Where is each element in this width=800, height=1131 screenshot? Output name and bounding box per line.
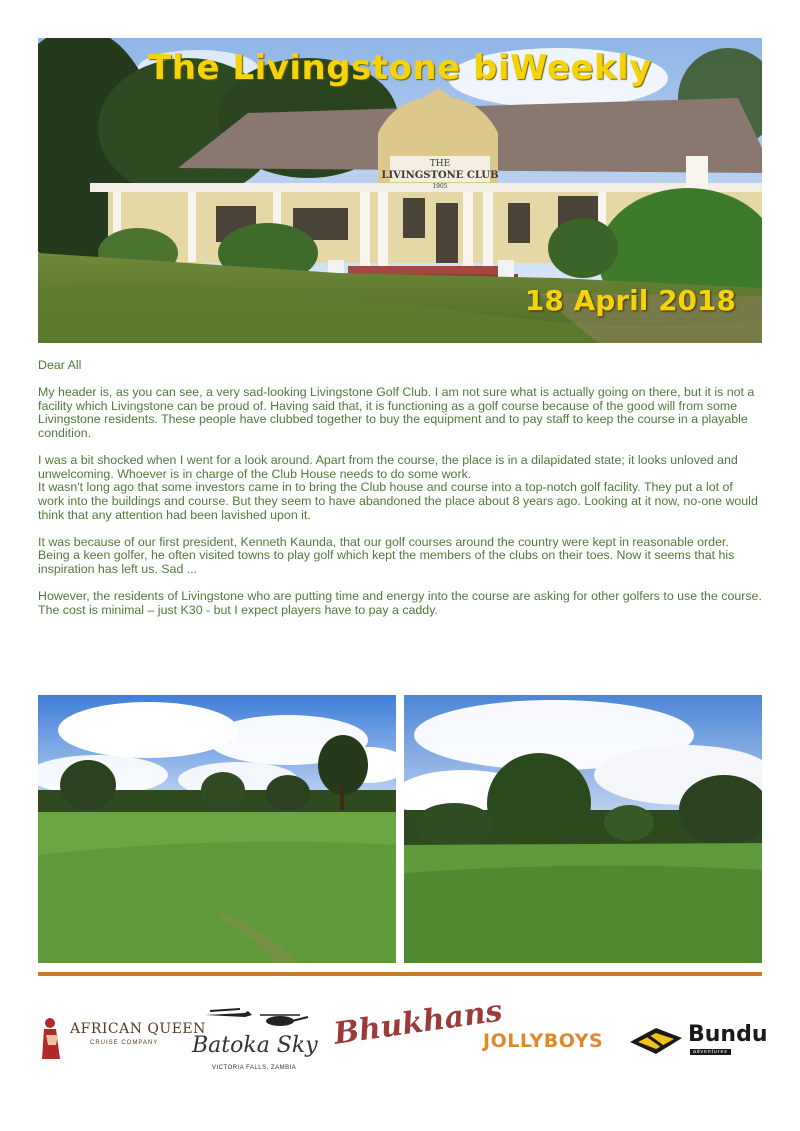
batoka-sky-name: Batoka Sky	[192, 1033, 318, 1058]
header-photo	[38, 38, 762, 343]
african-queen-name: AFRICAN QUEEN	[70, 1021, 206, 1037]
issue-date: 18 April 2018	[524, 284, 736, 317]
club-sign-year: 1905	[432, 183, 448, 190]
masthead-title: The Livingstone biWeekly	[148, 48, 652, 88]
bundu-name: Bundu	[688, 1022, 768, 1047]
bundu-raft-icon	[628, 1024, 684, 1058]
golf-course-photo-right	[404, 695, 762, 963]
paragraph: My header is, as you can see, a very sad-looking Livingstone Golf Club. I am not sure what is actually going on there, but it is not a facility which Livingstone can be proud of. Having said that, it is functioning as a golf course because of the good will from some Livingstone residents. These people have clubbed together to buy the equipment and to pay staff to keep the course in a playable condition.	[38, 385, 755, 440]
african-queen-tagline: CRUISE COMPANY	[90, 1040, 159, 1046]
club-sign-line1: THE	[429, 159, 451, 169]
bhukhans-name: Bhukhans	[331, 993, 505, 1052]
batoka-sky-tagline: VICTORIA FALLS, ZAMBIA	[212, 1065, 297, 1071]
paragraph: It wasn't long ago that some investors came in to bring the Club house and course into a top-notch golf facility. They put a lot of work into the buildings and course. But they seem to have abandoned the place about 8 years ago. Looking at it now, no-one would think that any attention had been lavished upon it.	[38, 480, 758, 522]
sponsor-logos	[38, 993, 768, 1085]
bundu-tagline: adventures	[690, 1049, 731, 1055]
jollyboys-logo[interactable]	[483, 1030, 618, 1060]
divider-rule	[38, 972, 762, 976]
african-queen-logo[interactable]	[38, 1015, 206, 1065]
salutation: Dear All	[38, 358, 82, 372]
jollyboys-name: JOLLYBOYS	[483, 1030, 604, 1052]
paragraph: However, the residents of Livingstone who are putting time and energy into the course are asking for other golfers to use the course. The cost is minimal – just K30 - but I expect players have to pay a caddy.	[38, 589, 762, 617]
bundu-logo[interactable]	[628, 1020, 768, 1065]
batoka-sky-logo[interactable]	[190, 1003, 325, 1083]
paragraph: It was because of our first president, Kenneth Kaunda, that our golf courses around the country were kept in reasonable order. Being a keen golfer, he often visited towns to play golf which kept the members of the clubs on their toes. Now it seems that his inspiration has left us. Sad ...	[38, 534, 735, 576]
aircraft-icon	[200, 1003, 310, 1033]
paragraph: I was a bit shocked when I went for a look around. Apart from the course, the place is in a dilapidated state; it looks unloved and unwelcoming. Whoever is in charge of the Club House needs to do some work.	[38, 453, 738, 481]
club-sign-line2: LIVINGSTONE CLUB	[381, 170, 499, 181]
african-queen-figure-icon	[38, 1015, 66, 1063]
golf-course-photo-left	[38, 695, 396, 963]
letter-body	[38, 359, 762, 631]
bhukhans-logo[interactable]	[331, 993, 505, 1067]
